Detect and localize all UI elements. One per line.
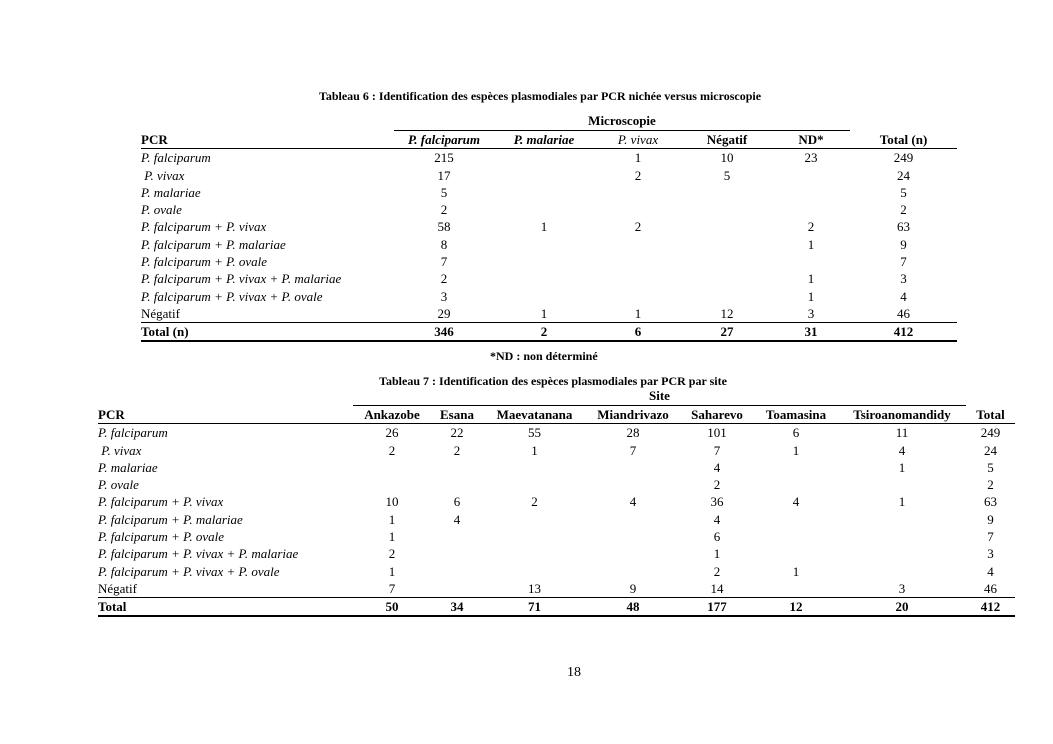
table-cell: 24 <box>984 442 997 458</box>
table-cell: 7 <box>440 254 448 270</box>
table-cell <box>586 562 680 579</box>
table-cell: 1 <box>792 442 800 458</box>
table-cell <box>838 545 966 562</box>
table-cell: 1 <box>792 563 800 579</box>
table7-col-header: Ankazobe <box>353 405 431 423</box>
table-cell: 2 <box>900 202 907 218</box>
table-cell: 6 <box>792 425 800 441</box>
table-cell: 2 <box>713 563 721 579</box>
table-cell <box>494 149 594 167</box>
table-cell: 249 <box>980 425 1001 441</box>
table7-col-header: Saharevo <box>680 405 754 423</box>
table-row <box>98 459 1015 476</box>
table-cell: 10 <box>720 150 734 166</box>
table-cell: 4 <box>898 442 906 458</box>
table-cell: 55 <box>528 425 541 441</box>
table-cell: 4 <box>629 494 637 510</box>
table-row <box>98 476 1015 493</box>
table-cell: 7 <box>900 254 907 270</box>
table-row <box>98 545 1015 562</box>
table-cell <box>494 253 594 270</box>
table-cell: 46 <box>897 305 910 321</box>
table-cell: 8 <box>440 236 448 252</box>
row-label: P. falciparum + P. ovale <box>141 254 268 270</box>
table-cell <box>431 545 483 562</box>
total-label: Total (n) <box>141 323 394 342</box>
table-cell: 5 <box>987 459 994 475</box>
table-cell: 3 <box>807 305 815 321</box>
table-cell: 36 <box>710 494 724 510</box>
table6-footnote: *ND : non déterminé <box>490 349 598 363</box>
table-cell: 6 <box>713 529 721 545</box>
table-cell <box>586 528 680 545</box>
table7-col-header: PCR <box>98 405 353 423</box>
table7-col-header: Miandrivazo <box>586 405 680 423</box>
table-cell <box>353 476 431 493</box>
table-cell <box>772 253 850 270</box>
table-cell: 12 <box>720 305 734 321</box>
table-cell <box>754 476 838 493</box>
table7-group-header: Site <box>353 388 966 405</box>
table-cell: 2 <box>388 546 396 562</box>
total-row <box>141 323 957 342</box>
table-cell: 2 <box>807 219 815 235</box>
table-cell: 4 <box>900 288 907 304</box>
total-cell: 27 <box>682 323 772 342</box>
table-cell <box>483 545 586 562</box>
table-cell <box>431 580 483 598</box>
table-cell: 46 <box>984 580 997 596</box>
table-cell: 11 <box>895 425 909 441</box>
table-row <box>98 528 1015 545</box>
table-cell <box>431 459 483 476</box>
table-cell: 1 <box>540 305 548 321</box>
table-cell: 22 <box>450 425 464 441</box>
table-cell <box>494 201 594 218</box>
table-cell <box>772 184 850 201</box>
table-cell: 4 <box>713 511 721 527</box>
table-cell: 1 <box>531 442 538 458</box>
table-cell <box>754 511 838 528</box>
table-row <box>98 511 1015 528</box>
table-cell <box>494 184 594 201</box>
row-label: P. vivax <box>141 167 185 183</box>
table-row <box>98 441 1015 458</box>
table-cell: 2 <box>453 442 461 458</box>
table6 <box>141 113 957 342</box>
total-row <box>98 598 1015 617</box>
table-cell <box>754 580 838 598</box>
table-cell <box>431 476 483 493</box>
table-cell <box>594 253 682 270</box>
table-cell <box>594 270 682 287</box>
table-row <box>141 201 957 218</box>
page-number: 18 <box>567 665 581 680</box>
table-cell: 3 <box>987 546 994 562</box>
row-label: P. malariae <box>98 459 158 475</box>
table-cell: 9 <box>900 236 907 252</box>
total-cell: 346 <box>394 323 494 342</box>
table-cell: 9 <box>987 511 994 527</box>
table-cell <box>483 459 586 476</box>
table-row <box>98 562 1015 579</box>
table-cell: 1 <box>898 494 906 510</box>
total-cell: 2 <box>494 323 594 342</box>
table-row <box>141 270 957 287</box>
table6-caption: Tableau 6 : Identification des espèces plasmodiales par PCR nichée versus microscopie <box>318 89 762 103</box>
table6-col-header: Total (n) <box>850 130 957 148</box>
table-row <box>141 184 957 201</box>
table-cell: 1 <box>388 563 396 579</box>
total-cell: 412 <box>850 323 957 342</box>
row-label: P. falciparum <box>141 150 211 166</box>
table-row <box>141 236 957 253</box>
table-cell: 2 <box>440 202 448 218</box>
table6-col-header: P. malariae <box>494 130 594 148</box>
table-cell: 1 <box>807 236 815 252</box>
table-cell <box>772 201 850 218</box>
table-cell: 4 <box>987 563 994 579</box>
table-cell: 2 <box>634 219 642 235</box>
table-cell <box>682 253 772 270</box>
table-cell: 4 <box>453 511 461 527</box>
table-cell <box>483 528 586 545</box>
table-cell: 3 <box>898 580 906 596</box>
table-cell <box>494 287 594 304</box>
table-cell: 58 <box>437 219 451 235</box>
table-cell: 7 <box>629 442 637 458</box>
table7-caption: Tableau 7 : Identification des espèces plasmodiales par PCR par site <box>379 374 727 388</box>
table7-col-header: Total <box>966 405 1015 423</box>
table-cell: 7 <box>388 580 396 596</box>
table-cell <box>483 476 586 493</box>
table6-col-header: PCR <box>141 130 394 148</box>
total-cell: 6 <box>594 323 682 342</box>
table-cell: 3 <box>440 288 448 304</box>
table6-col-header: P. vivax <box>594 130 682 148</box>
table-cell <box>754 459 838 476</box>
total-cell: 412 <box>966 598 1015 617</box>
table-cell: 3 <box>900 271 907 287</box>
table-cell: 1 <box>634 150 642 166</box>
total-label: Total <box>98 598 353 617</box>
row-label: P. malariae <box>141 184 201 200</box>
table-cell <box>483 562 586 579</box>
table-cell <box>682 270 772 287</box>
table-cell: 7 <box>987 529 994 545</box>
row-label: Négatif <box>98 580 137 596</box>
table7-col-header: Tsiroanomandidy <box>838 405 966 423</box>
table-cell <box>754 545 838 562</box>
table6-col-header: ND* <box>772 130 850 148</box>
table-cell: 29 <box>437 305 451 321</box>
row-label: P. falciparum + P. malariae <box>141 236 286 252</box>
row-label: P. falciparum + P. vivax <box>141 219 267 235</box>
table-cell <box>431 562 483 579</box>
table-cell: 28 <box>626 425 640 441</box>
table-cell: 9 <box>629 580 637 596</box>
row-label: P. falciparum + P. malariae <box>98 511 243 527</box>
table-cell: 2 <box>388 442 396 458</box>
table-cell: 2 <box>531 494 538 510</box>
row-label: Négatif <box>141 305 180 321</box>
table-row <box>141 253 957 270</box>
row-label: P. falciparum + P. vivax <box>98 494 224 510</box>
row-label: P. falciparum + P. vivax + P. malariae <box>141 271 342 287</box>
table-cell: 63 <box>984 494 997 510</box>
table-row <box>141 166 957 183</box>
table-row <box>141 287 957 304</box>
table-cell: 2 <box>987 477 994 493</box>
table-cell <box>594 236 682 253</box>
row-label: P. falciparum + P. vivax + P. ovale <box>98 563 280 579</box>
table-cell: 2 <box>713 477 721 493</box>
table-cell: 215 <box>434 150 454 166</box>
table-cell <box>494 270 594 287</box>
row-label: P. falciparum + P. vivax + P. malariae <box>98 546 299 562</box>
table-cell: 2 <box>440 271 448 287</box>
table-cell: 1 <box>388 511 396 527</box>
table-cell: 13 <box>528 580 541 596</box>
total-cell: 177 <box>680 598 754 617</box>
table-cell <box>754 528 838 545</box>
table-cell: 63 <box>897 219 910 235</box>
row-label: P. falciparum + P. vivax + P. ovale <box>141 288 323 304</box>
table-cell <box>494 166 594 183</box>
table-cell: 23 <box>804 150 818 166</box>
table-cell <box>682 184 772 201</box>
table-cell: 17 <box>437 167 451 183</box>
table-cell <box>494 236 594 253</box>
table-cell <box>586 545 680 562</box>
total-cell: 12 <box>754 598 838 617</box>
table-cell <box>594 287 682 304</box>
table-cell <box>838 528 966 545</box>
table-cell: 14 <box>710 580 724 596</box>
total-cell: 34 <box>431 598 483 617</box>
total-cell: 50 <box>353 598 431 617</box>
table-cell <box>594 184 682 201</box>
table-cell <box>772 166 850 183</box>
row-label: P. ovale <box>98 477 139 493</box>
table6-col-header: Négatif <box>682 130 772 148</box>
table-cell <box>682 236 772 253</box>
table-cell <box>431 528 483 545</box>
table-cell: 1 <box>540 219 548 235</box>
table-cell: 1 <box>807 288 815 304</box>
row-label: P. ovale <box>141 202 182 218</box>
table-row <box>141 218 957 235</box>
row-label: P. falciparum + P. ovale <box>98 529 225 545</box>
table7-col-header: Toamasina <box>754 405 838 423</box>
table-cell <box>586 476 680 493</box>
table-row <box>141 149 957 167</box>
table-cell: 4 <box>713 459 721 475</box>
table-cell: 26 <box>385 425 399 441</box>
table-cell: 5 <box>900 184 907 200</box>
total-cell: 71 <box>483 598 586 617</box>
table-cell: 1 <box>807 271 815 287</box>
table-cell <box>838 476 966 493</box>
table-cell: 1 <box>634 305 642 321</box>
table-cell: 7 <box>713 442 721 458</box>
table-cell <box>682 201 772 218</box>
table-cell: 1 <box>898 459 906 475</box>
table-cell: 10 <box>385 494 399 510</box>
table-cell: 2 <box>634 167 642 183</box>
table-cell <box>586 459 680 476</box>
table-row <box>98 493 1015 510</box>
table-cell: 6 <box>453 494 461 510</box>
table7 <box>98 388 1015 617</box>
table-cell <box>353 459 431 476</box>
row-label: P. falciparum <box>98 425 168 441</box>
table-cell <box>586 511 680 528</box>
table6-group-header: Microscopie <box>394 113 850 130</box>
table-cell: 101 <box>707 425 727 441</box>
table-row <box>141 305 957 323</box>
table-cell <box>594 201 682 218</box>
table-cell <box>682 218 772 235</box>
table-cell: 249 <box>893 150 914 166</box>
table-cell: 1 <box>388 529 396 545</box>
table7-col-header: Maevatanana <box>483 405 586 423</box>
table-cell: 24 <box>897 167 910 183</box>
table-cell <box>483 511 586 528</box>
table-cell: 5 <box>440 184 448 200</box>
total-cell: 20 <box>838 598 966 617</box>
row-label: P. vivax <box>98 442 142 458</box>
table-cell: 4 <box>792 494 800 510</box>
table-cell <box>682 287 772 304</box>
table-row <box>98 424 1015 442</box>
total-cell: 31 <box>772 323 850 342</box>
table-cell <box>838 511 966 528</box>
table-cell: 5 <box>723 167 731 183</box>
table-row <box>98 580 1015 598</box>
table7-col-header: Esana <box>431 405 483 423</box>
table6-col-header: P. falciparum <box>394 130 494 148</box>
table-cell <box>838 562 966 579</box>
total-cell: 48 <box>586 598 680 617</box>
table-cell: 1 <box>713 546 721 562</box>
